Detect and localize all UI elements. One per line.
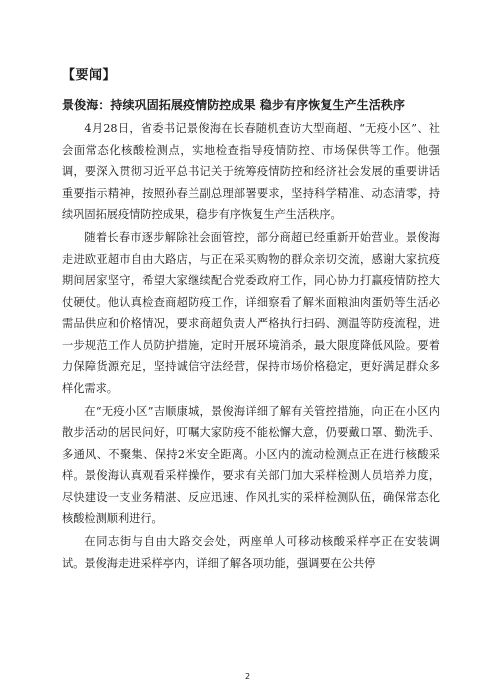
paragraph-2: 随着长春市逐步解除社会面管控，部分商超已经重新开始营业。景俊海走进欧亚超市自由大路店，与正在采买购物的群众亲切交流，感谢大家抗疫期间居家坚守，希望大家继续配合党委政府工作，同心协力打赢疫情防控大仗硬仗。他认真检查商超防疫工作，详细察看了解米面粮油肉蛋奶等生活必需品供应和价格情况，要求商超负责人严格执行扫码、测温等防疫流程，进一步规范工作人员防护措施，定时开展环境消杀，最大限度降低风险。要着力保障货源充足，坚持诚信守法经营，保持市场价格稳定，更好满足群众多样化需求。 xyxy=(62,231,440,395)
article-headline: 景俊海：持续巩固拓展疫情防控成果 稳步有序恢复生产生活秩序 xyxy=(62,98,406,112)
paragraph-4: 在同志街与自由大路交会处，两座单人可移动核酸采样亭正在安装调试。景俊海走进采样亭内，详细了解各项功能，强调要在公共停 xyxy=(62,535,440,570)
section-tag: 【要闻】 xyxy=(62,68,117,83)
paragraph-3: 在“无疫小区”吉顺康城，景俊海详细了解有关管控措施，向正在小区内散步活动的居民问好，叮嘱大家防疫不能松懈大意，仍要戴口罩、勤洗手、多通风、不聚集、保持2米安全距离。小区内的流动检测点正在进行核酸采样。景俊海认真观看采样操作，要求有关部门加大采样检测人员培养力度，尽快建设一支业务精湛、反应迅速、作风扎实的采样检测队伍，确保常态化核酸检测顺利进行。 xyxy=(62,404,440,525)
paragraph-1: 4月28日，省委书记景俊海在长春随机查访大型商超、“无疫小区”、社会面常态化核酸检测点，实地检查指导疫情防控、市场保供等工作。他强调，要深入贯彻习近平总书记关于统筹疫情防控和经济社会发展的重要讲话重要指示精神，按照孙春兰副总理部署要求，坚持科学精准、动态清零，持续巩固拓展疫情防控成果，稳步有序恢复生产生活秩序。 xyxy=(62,122,440,221)
page-number: 2 xyxy=(244,672,251,681)
article-body xyxy=(62,118,440,576)
